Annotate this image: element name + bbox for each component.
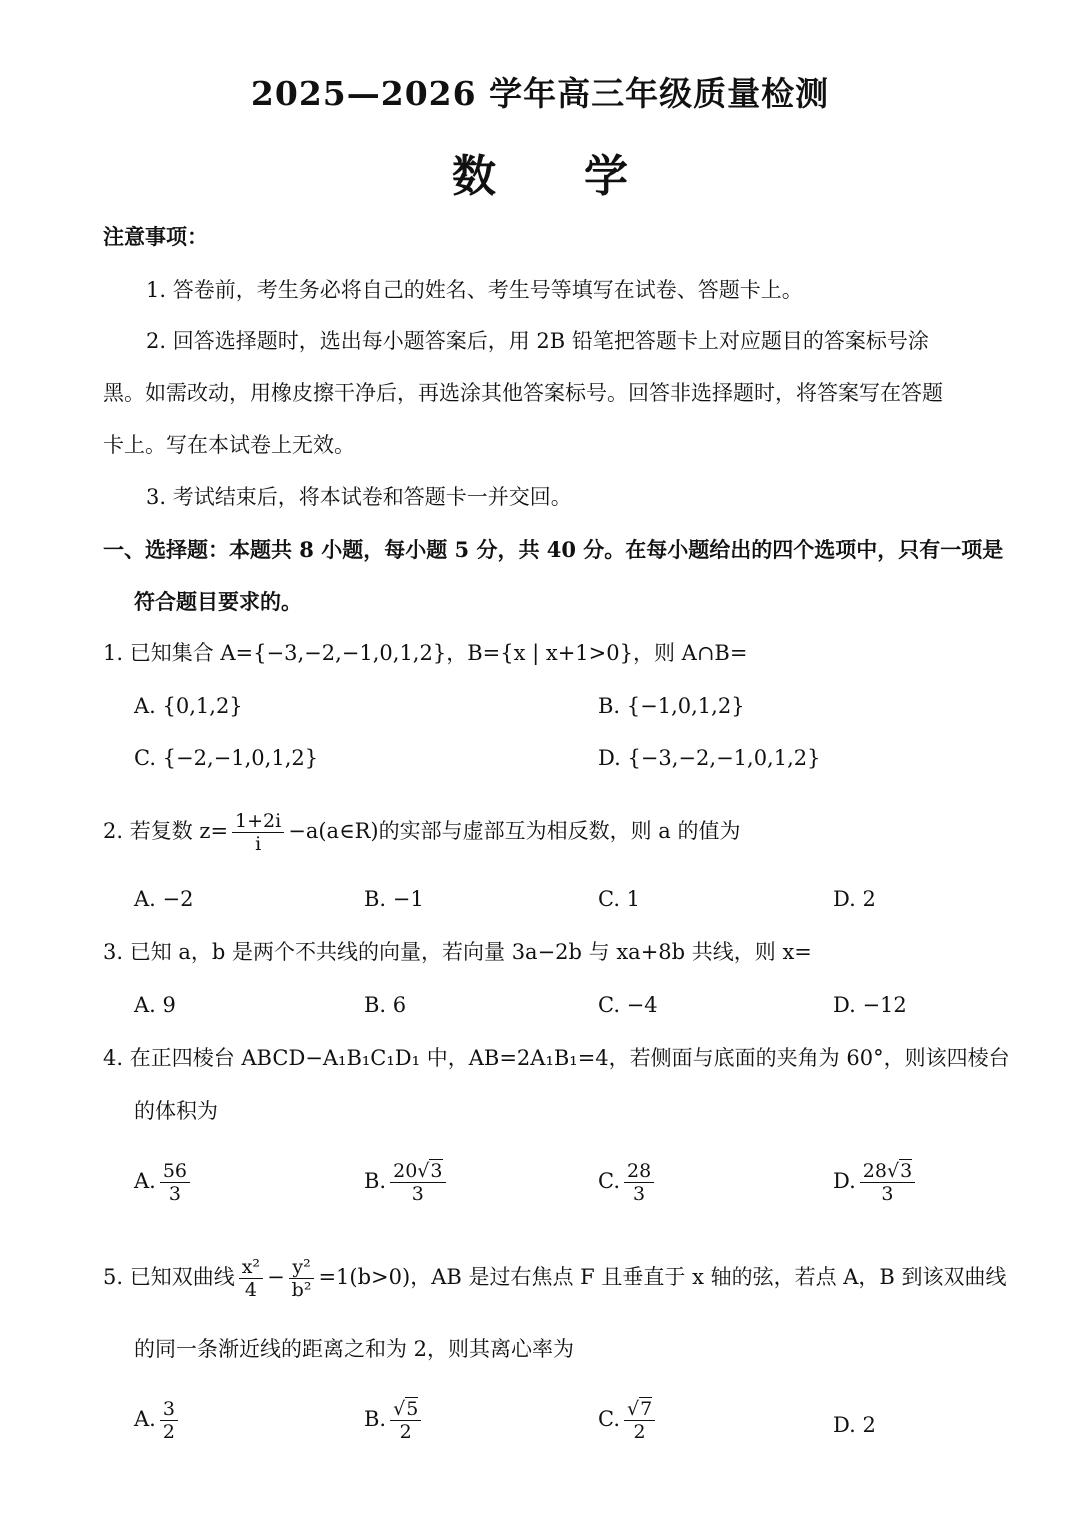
section-1-heading: 一、选择题：本题共 8 小题，每小题 5 分，共 40 分。在每小题给出的四个选项中，只有一项是 <box>103 537 1004 562</box>
q3-option-c: C. −4 <box>598 993 658 1017</box>
q4-a-label: A. <box>134 1169 156 1193</box>
q5-c-label: C. <box>598 1407 620 1431</box>
notice-item-2-line-1: 2. 回答选择题时，选出每小题答案后，用 2B 铅笔把答题卡上对应题目的答案标号涂 <box>146 329 929 353</box>
q5-a-frac <box>160 1398 178 1443</box>
q4-d-coef: 28 <box>862 1160 887 1182</box>
question-4-stem-line-1: 4. 在正四棱台 ABCD−A₁B₁C₁D₁ 中，AB=2A₁B₁=4，若侧面与底面的夹角为 60°，则该四棱台 <box>103 1046 1010 1070</box>
q4-c-label: C. <box>598 1169 620 1193</box>
q4-option-c <box>598 1160 658 1205</box>
question-2-stem <box>103 806 740 856</box>
subject-title <box>0 140 1080 204</box>
q5-c-num: √7 <box>624 1398 655 1421</box>
q4-b-frac <box>390 1160 445 1205</box>
q5-frac-2 <box>289 1256 315 1301</box>
q5-a-den: 2 <box>162 1421 175 1443</box>
q5-c-den: 2 <box>633 1421 646 1443</box>
q3-option-a: A. 9 <box>134 993 176 1017</box>
q5-c-radicand: 7 <box>640 1398 653 1420</box>
q4-d-radicand: 3 <box>900 1160 913 1182</box>
q2-fraction <box>232 810 284 855</box>
q2-stem-pre: 2. 若复数 z= <box>103 819 229 843</box>
exam-title: 2025—2026 学年高三年级质量检测 <box>250 74 830 113</box>
subject-char-1: 数 <box>452 151 496 202</box>
q5-b-radicand: 5 <box>406 1398 419 1420</box>
q4-d-frac <box>860 1160 915 1205</box>
q5-a-num: 3 <box>160 1398 178 1421</box>
q4-d-label: D. <box>833 1169 856 1193</box>
subject-char-2: 学 <box>584 151 628 202</box>
q5-stem-pre: 5. 已知双曲线 <box>103 1265 235 1289</box>
q4-d-num: 28√3 <box>860 1160 915 1183</box>
question-5-stem-line-1 <box>103 1252 1007 1302</box>
q4-b-den: 3 <box>411 1183 424 1205</box>
q4-b-label: B. <box>364 1169 387 1193</box>
q5-stem-post: =1(b>0)，AB 是过右焦点 F 且垂直于 x 轴的弦，若点 A，B 到该双曲线 <box>318 1265 1007 1289</box>
q5-b-num: √5 <box>390 1398 421 1421</box>
q2-stem-post: −a(a∈R)的实部与虚部互为相反数，则 a 的值为 <box>288 819 741 843</box>
q1-option-c: C. {−2,−1,0,1,2} <box>134 746 319 770</box>
question-4-stem-line-2: 的体积为 <box>134 1099 218 1123</box>
section-1-heading-cont: 符合题目要求的。 <box>134 589 302 614</box>
q5-b-frac <box>390 1398 421 1443</box>
q5-minus: − <box>267 1265 285 1289</box>
q1-option-a: A. {0,1,2} <box>134 694 243 718</box>
q5-frac-1 <box>239 1256 263 1301</box>
q4-a-frac <box>160 1160 190 1205</box>
q5-b-label: B. <box>364 1407 387 1431</box>
q4-option-a <box>134 1160 194 1205</box>
q5-option-d: D. 2 <box>833 1413 876 1437</box>
q5-c-frac <box>624 1398 655 1443</box>
notice-item-3: 3. 考试结束后，将本试卷和答题卡一并交回。 <box>146 485 572 509</box>
q4-a-den: 3 <box>168 1183 181 1205</box>
q4-c-num: 28 <box>624 1160 654 1183</box>
q4-a-num: 56 <box>160 1160 190 1183</box>
q4-option-b <box>364 1160 450 1205</box>
question-3-stem: 3. 已知 a，b 是两个不共线的向量，若向量 3a−2b 与 xa+8b 共线，则 x= <box>103 940 812 964</box>
notice-item-1: 1. 答卷前，考生务必将自己的姓名、考生号等填写在试卷、答题卡上。 <box>146 278 803 302</box>
q5-f2-num: y² <box>289 1256 313 1279</box>
q5-option-a <box>134 1398 182 1443</box>
q4-b-radicand: 3 <box>430 1160 443 1182</box>
notice-item-2-line-2: 黑。如需改动，用橡皮擦干净后，再选涂其他答案标号。回答非选择题时，将答案写在答题 <box>103 381 943 405</box>
q1-option-b: B. {−1,0,1,2} <box>598 694 745 718</box>
q5-b-den: 2 <box>399 1421 412 1443</box>
q4-b-num: 20√3 <box>390 1160 445 1183</box>
notice-item-2-line-3: 卡上。写在本试卷上无效。 <box>103 433 355 457</box>
q5-option-b <box>364 1398 425 1443</box>
question-5-stem-line-2: 的同一条渐近线的距离之和为 2，则其离心率为 <box>134 1337 575 1361</box>
q5-a-label: A. <box>134 1407 156 1431</box>
q2-frac-den: i <box>255 833 262 855</box>
q2-frac-num: 1+2i <box>232 810 284 833</box>
q3-option-b: B. 6 <box>364 993 407 1017</box>
q4-c-frac <box>624 1160 654 1205</box>
q1-option-d: D. {−3,−2,−1,0,1,2} <box>598 746 821 770</box>
q4-option-d <box>833 1160 919 1205</box>
q2-option-a: A. −2 <box>134 887 194 911</box>
question-1-stem: 1. 已知集合 A={−3,−2,−1,0,1,2}，B={x | x+1>0}，则 A∩B= <box>103 641 748 665</box>
q3-option-d: D. −12 <box>833 993 907 1017</box>
q4-d-den: 3 <box>881 1183 894 1205</box>
q5-f1-den: 4 <box>244 1279 257 1301</box>
q2-option-d: D. 2 <box>833 887 876 911</box>
q4-b-coef: 20 <box>393 1160 418 1182</box>
q5-f1-num: x² <box>239 1256 263 1279</box>
q5-option-c <box>598 1398 659 1443</box>
q5-f2-den: b² <box>291 1279 312 1301</box>
q2-option-b: B. −1 <box>364 887 424 911</box>
notice-heading: 注意事项： <box>103 224 208 249</box>
q2-option-c: C. 1 <box>598 887 641 911</box>
q4-c-den: 3 <box>633 1183 646 1205</box>
